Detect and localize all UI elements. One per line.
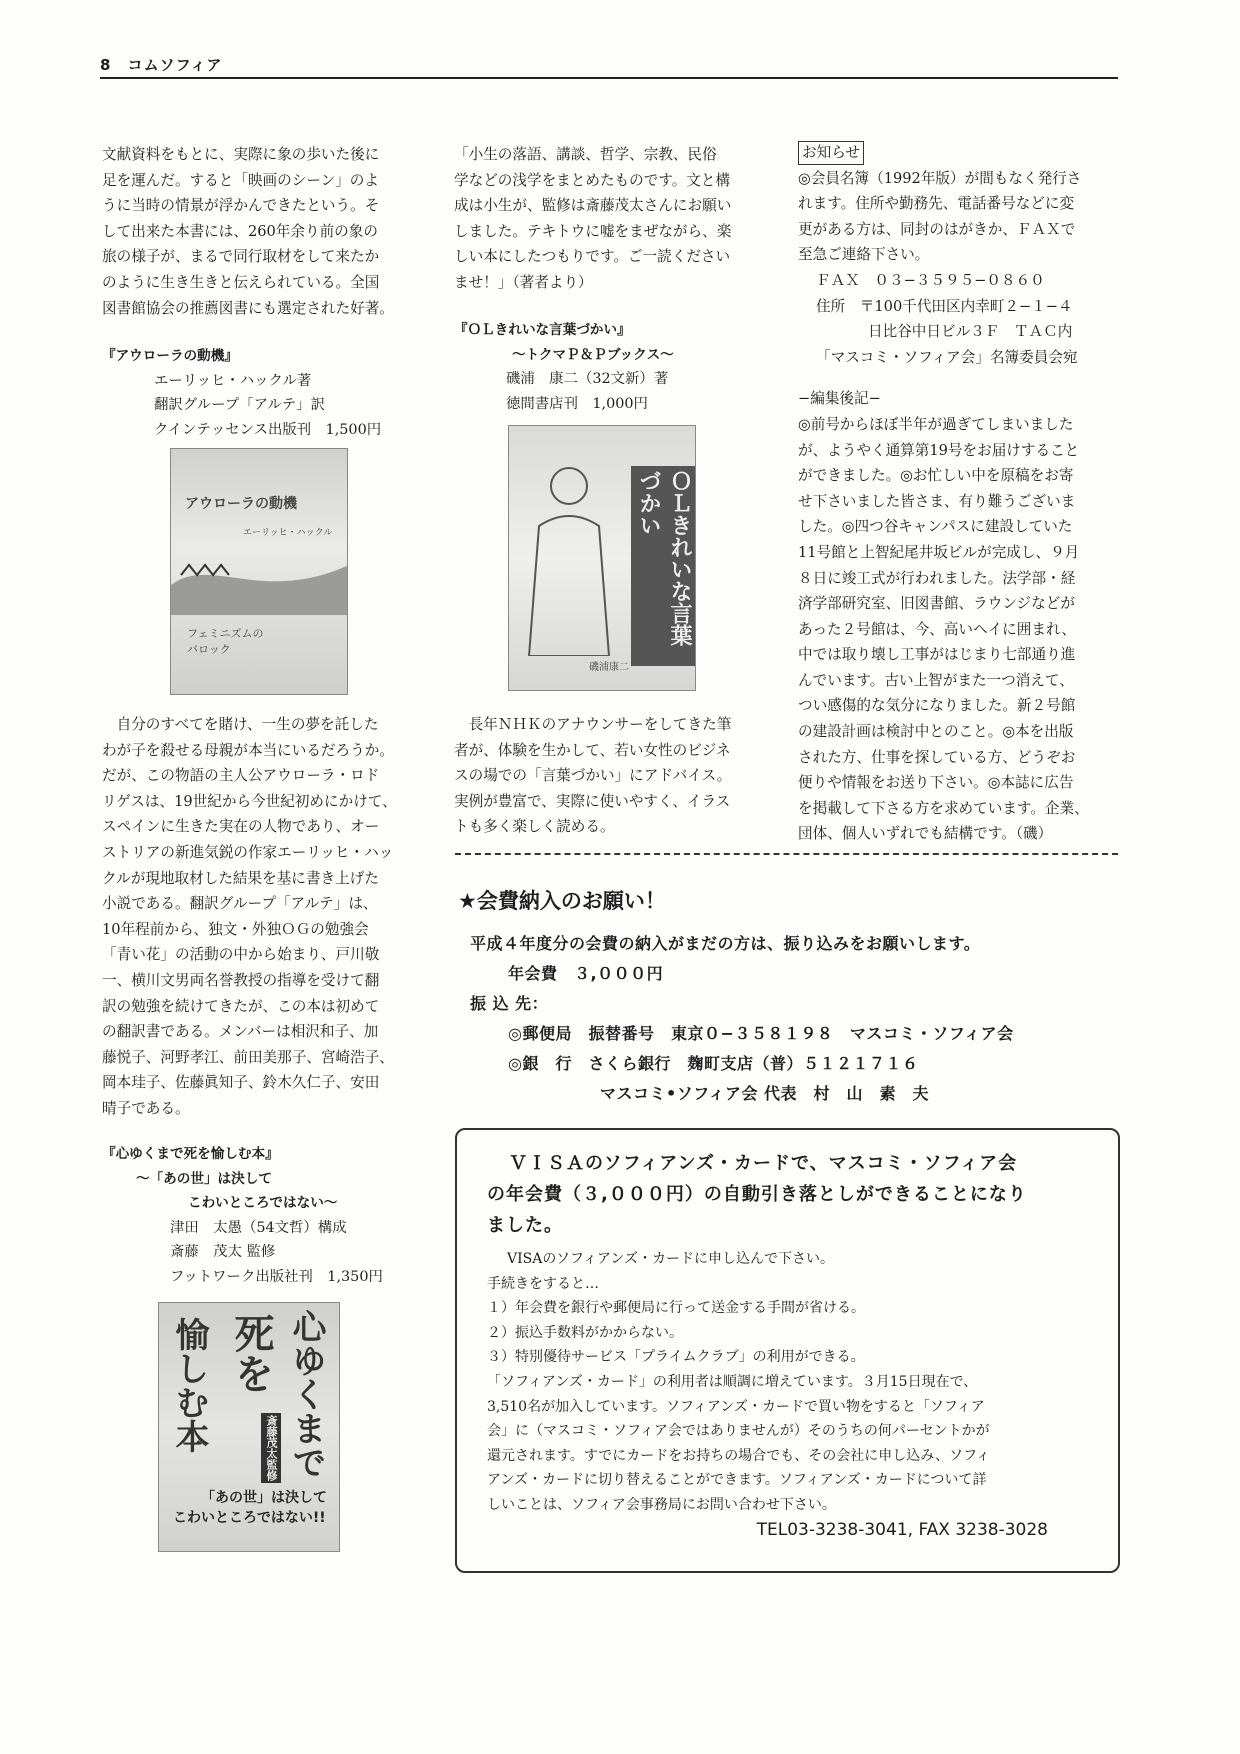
header-rule [100,77,1118,79]
book3-cover-title: 心ゆくまで [286,1309,326,1479]
fee-title: ★会費納入のお願い！ [458,889,666,913]
fee-account-holder: マスコミ•ソフィア会 代表 村 山 素 夫 [600,1084,930,1103]
notice-section: お知らせ ◎会員名簿（1992年版）が間もなく発行さ れます。住所や勤務先、電話番号などに変 更がある方は、同封のはがきか、ＦＡＸで 至急ご連絡下さい。 ＦＡＸ ０３−３５９５−０８６０ 住所 〒100千代田区内幸町２−１−４ 日比谷中日ビル３Ｆ ＴＡＣ内 「マスコミ・ソフィア会」名簿委員会宛 [798,140,1120,370]
editor-notes-section: −編集後記− ◎前号からほぼ半年が過ぎてしまいました が、ようやく通算第19号をお届けすること ができました。◎お忙しい中を原稿をお寄 せ下さいました皆さま、有り難うございま した。◎四つ谷キャンパスに建設していた 11号館と上智紀尾井坂ビルが完成し、９月 ８日に竣工式が行われました。法学部・経 済学部研究室、旧図書館、ラウンジなどが あった２号館は、今、高いヘイに囲まれ、 中では取り壊し工事がはじまり七部通り進 んでいます。古い上智がまた一つ消えて、 つい感傷的な気分になりました。新２号館 の建設計画は検討中とのこと。◎本を出版 された方、仕事を探している方、どうぞお 便りや情報をお送り下さい。◎本誌に広告 を掲載して下さる方を求めています。企業、 団体、個人いずれでも結構です。（磯） [798,386,1120,847]
fee-postal-account: ◎郵便局 振替番号 東京０−３５８１９８ マスコミ・ソフィア会 [508,1024,1014,1043]
book3-cover-image [158,1302,340,1552]
book3-subtitle: 〜「あの世」は決して [136,1170,272,1187]
visa-box-contact: TEL03-3238-3041, FAX 3238-3028 [756,1519,1048,1540]
book3-cover-title-3: 愉しむ本 [169,1317,209,1453]
book1-review: 自分のすべてを賭け、一生の夢を託した わが子を殺せる母親が本当にいるだろうか。 だが、この物語の主人公アウローラ・ロド リゲスは、19世紀から今世紀初めにかけて、 スペインに生きた実在の人物であり、オー ストリアの新進気鋭の作家エーリッヒ・ハッ クルが現地取材した結果を基に書き上げた 小説である。翻訳グループ「アルテ」は、 10年程前から、独文・外独ＯＧの勉強会 「青い花」の活動の中から始まり、戸川敬 一、横川文男両名誉教授の指導を受けて翻 訳の勉強を続けてきたが、この本は初めて の翻訳書である。メンバーは相沢和子、加 藤悦子、河野孝江、前田美那子、宮崎浩子、 岡本珪子、佐藤眞知子、鈴木久仁子、安田 晴子である。 [102,716,397,1117]
book2-cover-author: 磯浦康二 [589,662,629,673]
book2-cover-illustration [519,456,619,656]
book2-bibliography [454,318,770,416]
book1-publisher: クインテッセンス出版刊 1,500円 [154,421,382,438]
book2-cover-image [508,425,696,691]
book2-cover-title: ＯＬきれいな言葉づかい [631,466,696,666]
column-3 [798,140,1120,847]
book2-series: 〜トクマＰ＆Ｐブックス〜 [512,346,674,363]
visa-card-box [455,1128,1120,1573]
notice-address-2: 日比谷中日ビル３Ｆ ＴＡＣ内 [868,323,1073,341]
page-header [100,54,222,75]
book1-translator: 翻訳グループ「アルテ」訳 [154,397,325,414]
editor-notes-title: −編集後記− [798,390,881,408]
notice-address-3: 「マスコミ・ソフィア会」名簿委員会宛 [816,348,1078,366]
book3-bibliography [102,1142,422,1290]
fee-bank-account: ◎銀 行 さくら銀行 麹町支店（普）５１２１７１６ [508,1054,919,1073]
book1-cover-subtitle-2: バロック [187,643,231,656]
visa-box-body: VISAのソフィアンズ・カードに申し込んで下さい。 手続きをすると… １）年会費を銀行や郵便局に行って送金する手間が省ける。 ２）振込手数料がかからない。 ３）特別優待サービス「プライムクラブ」の利用ができる。 「ソフィアンズ・カード」の利用者は順調に増えています。３月15日現在で、 3,510名が加入しています。ソフィアンズ・カードで買い物をすると「ソフィア 会」に（マスコミ・ソフィア会ではありませんが）そのうちの何パーセントかが 還元されます。すでにカードをお持ちの場合でも、その会社に申し込み、ソフィ アンズ・カードに切り替えることができます。ソフィアンズ・カードについて詳 しいことは、ソフィア会事務局にお問い合わせ下さい。 [487,1251,991,1513]
book1-title: 『アウローラの動機』 [102,348,238,364]
notice-address: 住所 〒100千代田区内幸町２−１−４ [816,297,1073,315]
fee-transfer-label: 振 込 先： [470,994,549,1013]
book1-cover-art [171,545,348,615]
book3-cover-author: 斎藤茂太監修 [261,1413,281,1483]
notice-label: お知らせ [798,141,864,165]
book2-review: 長年ＮＨＫのアナウンサーをしてきた筆 者が、体験を生かして、若い女性のビジネ スの場での「言葉づかい」にアドバイス。 実例が豊富で、実際に使いやすく、イラス トも多く楽しく読める。 [454,716,732,836]
book1-cover-author: エーリッヒ・ハックル [243,528,333,538]
book1-cover-image [170,448,348,695]
book1-cover-title: アウローラの動機 [185,496,297,512]
fee-line: 平成４年度分の会費の納入がまだの方は、振り込みをお願いします。 [470,934,981,953]
book3-cover-band-2: こわいところではない!! [173,1510,326,1526]
section-divider [455,853,1118,855]
fee-amount: 年会費 ３,０００円 [508,964,664,983]
book3-cover-title-2: 死を [228,1313,274,1393]
book2-author: 磯浦 康二（32文新）著 [506,371,669,388]
book3-supervisor: 斎藤 茂太 監修 [170,1244,276,1261]
publication-title: コムソフィア [127,56,223,74]
book1-author: エーリッヒ・ハックル著 [154,372,312,389]
col1-intro-paragraph: 文献資料をもとに、実際に象の歩いた後に 足を運んだ。すると「映画のシーン」のよ うに当時の情景が浮かんできたという。そ して出来た本書には、260年余り前の象の 旅の様子が、まるで同行取材をして来たか のように生き生きと伝えられている。全国 図書館協会の推薦図書にも選定された好著。 [102,146,394,317]
page-number: 8 [100,56,112,74]
book3-title: 『心ゆくまで死を愉しむ本』 [102,1146,279,1162]
column-2 [454,142,770,296]
book1-bibliography [102,344,422,442]
book3-cover-band: 「あの世」は決して [201,1490,327,1506]
book3-subtitle-2: こわいところではない〜 [188,1195,338,1212]
column-1 [102,142,422,321]
book2-title: 『ＯＬきれいな言葉づかい』 [454,322,631,338]
col2-intro-paragraph: 「小生の落語、講談、哲学、宗教、民俗 学などの浅学をまとめたものです。文と構 成は小生が、監修は斎藤茂太さんにお願い しました。テキトウに嘘をまぜながら、楽 しい本にしたつもりです。ご一読ください ませ！」（著者より） [454,146,732,291]
book2-publisher: 徳間書店刊 1,000円 [506,395,648,412]
book1-cover-subtitle: フェミニズムの [187,627,264,640]
book3-publisher: フットワーク出版社刊 1,350円 [170,1268,383,1285]
book3-author: 津田 太愚（54文哲）構成 [170,1219,347,1236]
visa-box-heading: ＶＩＳＡのソフィアンズ・カードで、マスコミ・ソフィア会 の年会費（３,０００円）の自動引き落としができることになり ました。 [487,1153,1027,1236]
notice-fax: ＦＡＸ ０３−３５９５−０８６０ [816,271,1045,289]
